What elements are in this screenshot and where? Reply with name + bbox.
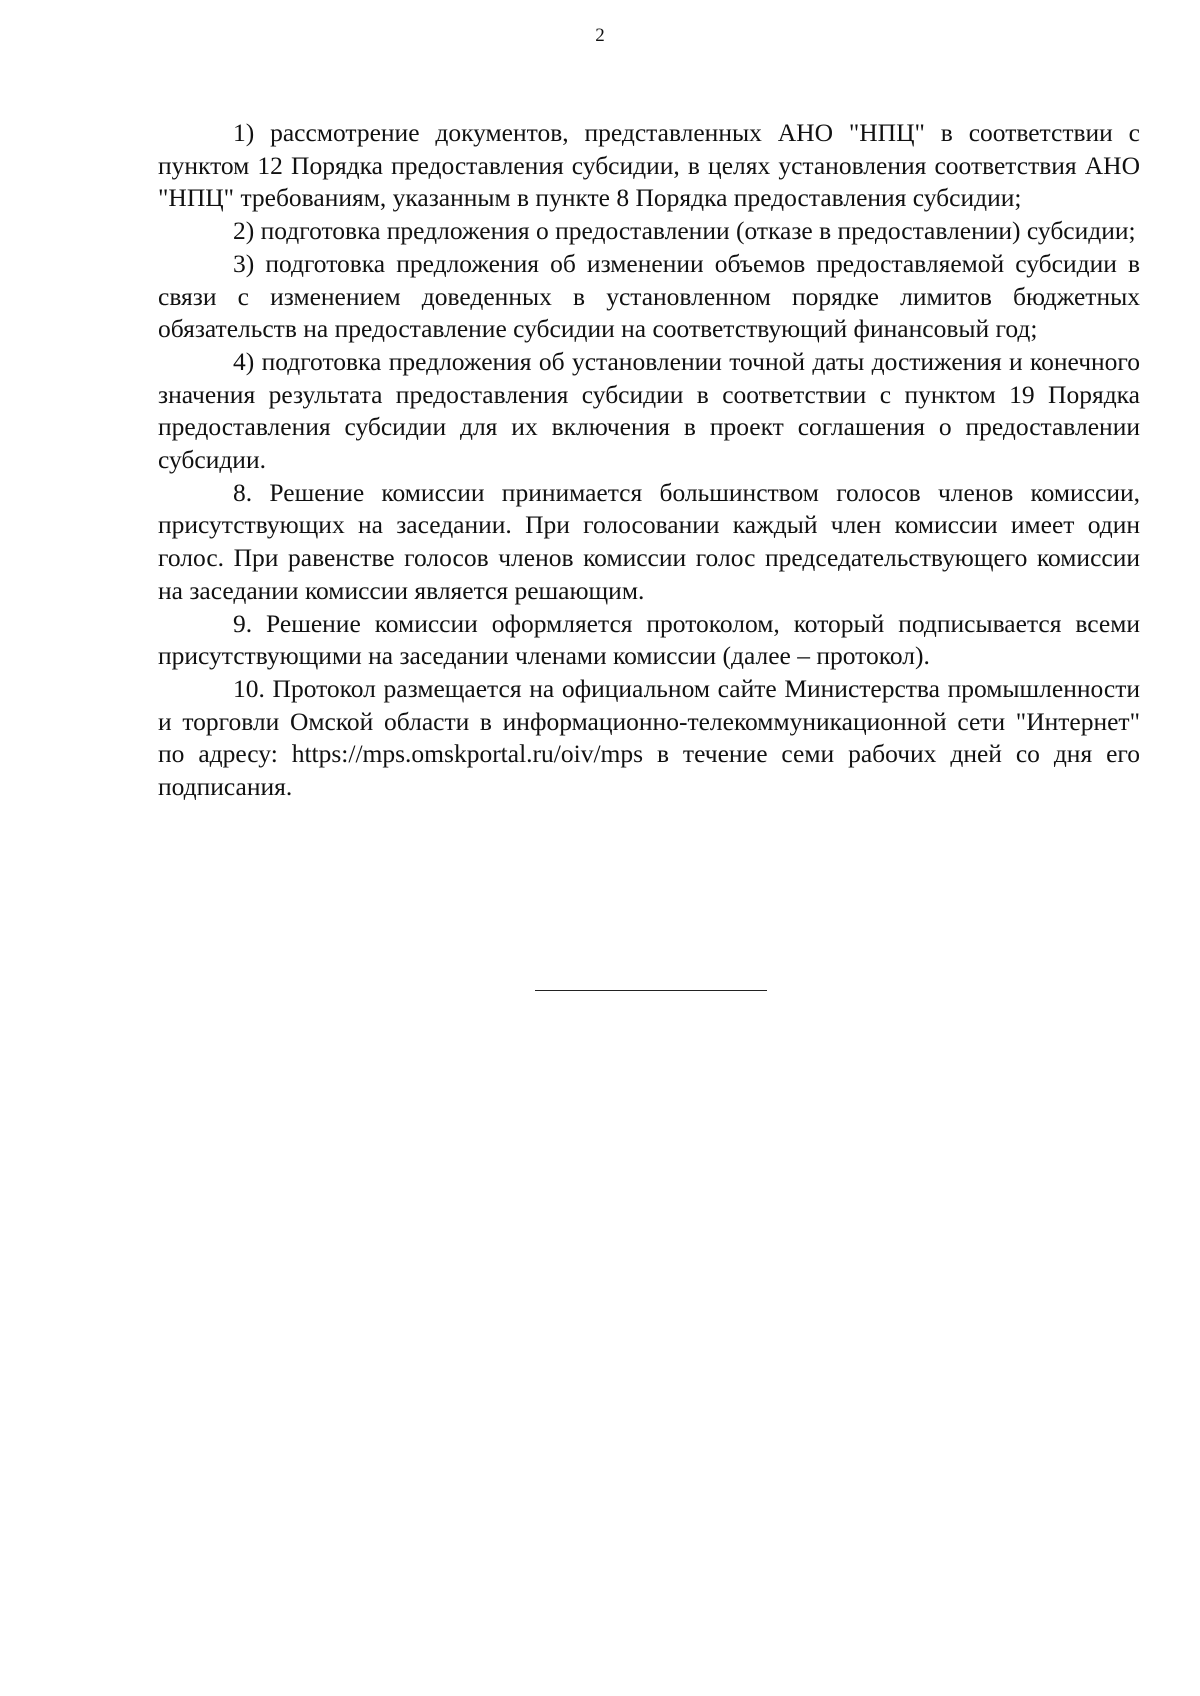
- document-body: [158, 117, 1140, 804]
- paragraph-clause-9: 9. Решение комиссии оформляется протоколом, который подписывается всеми присутствующими на заседании членами комиссии (далее – протокол).: [158, 608, 1140, 671]
- end-of-document-line: [535, 990, 767, 991]
- paragraph-clause-8: 8. Решение комиссии принимается большинством голосов членов комиссии, присутствующих на заседании. При голосовании каждый член комиссии имеет один голос. При равенстве голосов членов комиссии голос председательствующего комиссии на заседании комиссии является решающим.: [158, 477, 1140, 605]
- paragraph-item-2: 2) подготовка предложения о предоставлении (отказе в предоставлении) субсидии;: [233, 216, 1136, 246]
- page-number: 2: [595, 25, 605, 46]
- paragraph-clause-10: 10. Протокол размещается на официальном сайте Министерства промышленности и торговли Омской области в информационно-телекоммуникационной сети "Интернет" по адресу: https://mps.omskportal.ru/oiv/mps в течение семи рабочих дней со дня его подписания.: [158, 673, 1140, 802]
- paragraph-item-4: 4) подготовка предложения об установлении точной даты достижения и конечного значения результата предоставления субсидии в соответствии с пунктом 19 Порядка предоставления субсидии для их включения в проект соглашения о предоставлении субсидии.: [158, 346, 1140, 475]
- paragraph-item-3: 3) подготовка предложения об изменении объемов предоставляемой субсидии в связи с изменением доведенных в установленном порядке лимитов бюджетных обязательств на предоставление субсидии на соответствующий финансовый год;: [158, 248, 1140, 344]
- paragraph-item-1: 1) рассмотрение документов, представленных АНО "НПЦ" в соответствии с пунктом 12 Порядка предоставления субсидии, в целях установления соответствия АНО "НПЦ" требованиям, указанным в пункте 8 Порядка предоставления субсидии;: [158, 118, 1140, 213]
